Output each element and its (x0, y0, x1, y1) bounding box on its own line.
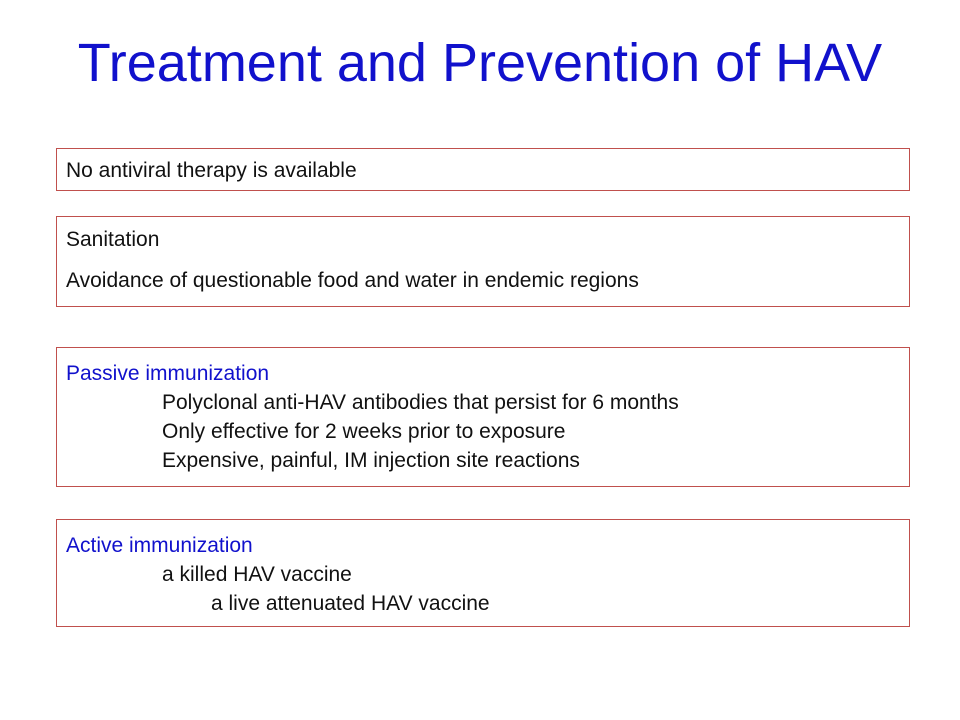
avoidance-line: Avoidance of questionable food and water in endemic regions (66, 269, 639, 292)
sanitation-box (56, 216, 910, 307)
passive-item: Polyclonal anti-HAV antibodies that persist for 6 months (162, 391, 679, 414)
sanitation-line: Sanitation (66, 228, 160, 251)
active-item: a killed HAV vaccine (162, 563, 352, 586)
active-immunization-box (56, 519, 910, 627)
passive-immunization-box (56, 347, 910, 487)
antiviral-box (56, 148, 910, 191)
passive-item: Expensive, painful, IM injection site reactions (162, 449, 580, 472)
passive-item: Only effective for 2 weeks prior to exposure (162, 420, 566, 443)
passive-immunization-heading: Passive immunization (66, 362, 270, 385)
slide-title: Treatment and Prevention of HAV (77, 33, 883, 93)
antiviral-text: No antiviral therapy is available (66, 159, 357, 182)
active-item: a live attenuated HAV vaccine (211, 592, 490, 615)
active-immunization-heading: Active immunization (66, 534, 253, 557)
